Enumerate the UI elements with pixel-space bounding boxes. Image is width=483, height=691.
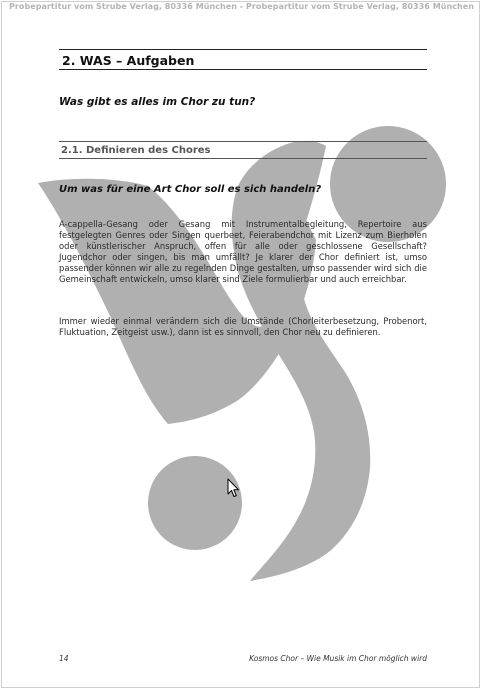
chapter-heading: 2. WAS – Aufgaben — [59, 49, 427, 70]
body-paragraph-1: A-cappella-Gesang oder Gesang mit Instrumentalbegleitung, Repertoire aus festgelegten Genres oder Singen querbeet, Feierabendchor mit Lizenz zum Bierholen oder künstlerischer Anspruch, offen für alle oder geschlossene Gesellschaft? Jugendchor oder singen, bis man umfällt? Je klarer der Chor definiert ist, umso passender können wir alle zu regelnden Dinge gestalten, umso passender wird sich die Gemeinschaft entwickeln, umso klarer sind Ziele formulierbar und auch erreichbar. — [59, 219, 427, 284]
mouse-pointer-icon — [227, 478, 241, 498]
section-question: Um was für eine Art Chor soll es sich handeln? — [59, 184, 322, 195]
watermark-header: Probepartitur vom Strube Verlag, 80336 München - Probepartitur vom Strube Verlag, 80336 München — [8, 2, 474, 11]
section-heading: 2.1. Definieren des Chores — [59, 141, 427, 159]
body-paragraph-2: Immer wieder einmal verändern sich die Umstände (Chorleiterbesetzung, Probenort, Fluktuation, Zeitgeist usw.), dann ist es sinnvoll, den Chor neu zu definieren. — [59, 316, 427, 337]
footer-book-title: Kosmos Chor – Wie Musik im Chor möglich wird — [249, 654, 427, 663]
page-number: 14 — [59, 654, 69, 663]
chapter-subtitle: Was gibt es alles im Chor zu tun? — [59, 96, 256, 108]
